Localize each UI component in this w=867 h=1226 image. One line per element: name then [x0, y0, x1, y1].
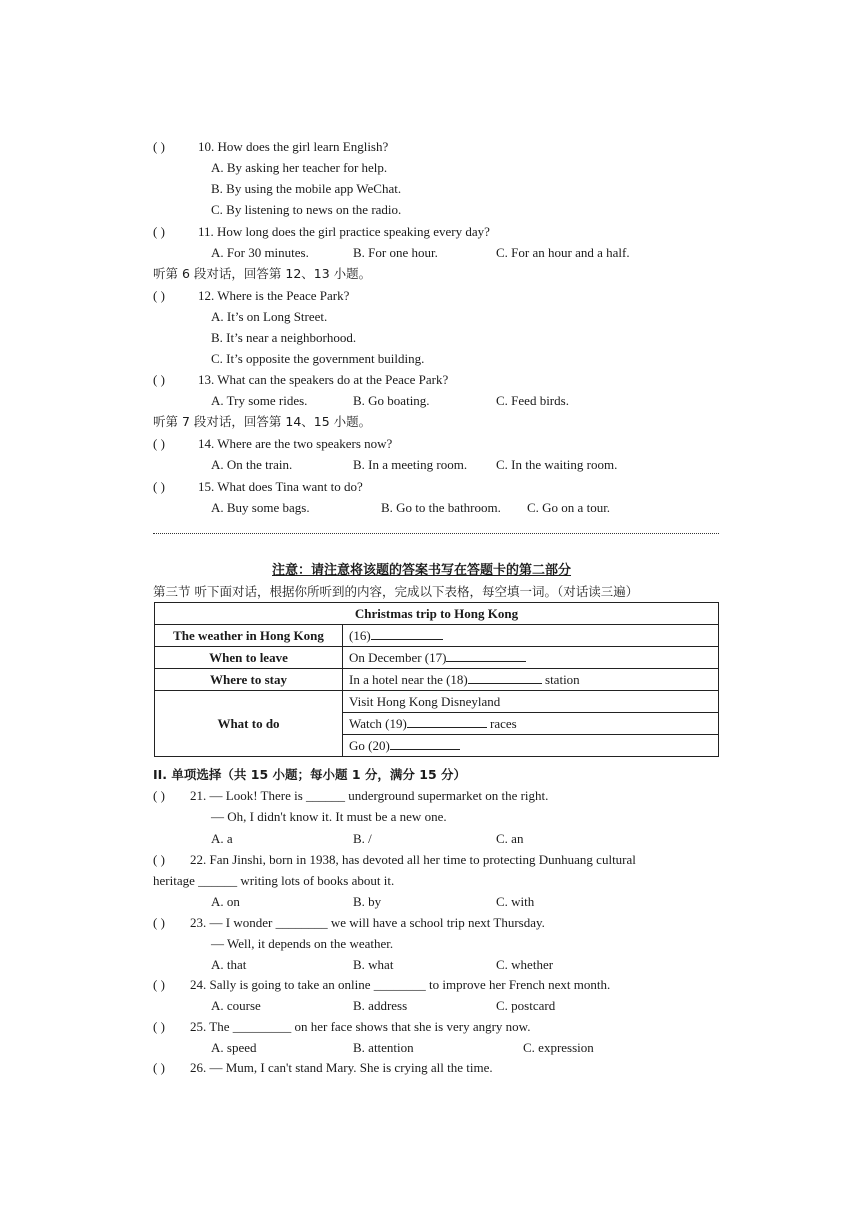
- answer-paren[interactable]: ( ): [153, 139, 165, 154]
- todo-item-watch[interactable]: [343, 713, 719, 735]
- question-22-stem: 22. Fan Jinshi, born in 1938, has devoted all her time to protecting Dunhuang cultural: [190, 852, 636, 867]
- question-13-stem: 13. What can the speakers do at the Peace Park?: [198, 372, 449, 387]
- station-label: station: [545, 672, 580, 687]
- blank-20[interactable]: [390, 737, 460, 750]
- option-a: A. By asking her teacher for help.: [211, 160, 388, 175]
- row-value-stay[interactable]: [343, 669, 719, 691]
- answer-paren[interactable]: ( ): [153, 915, 165, 930]
- answer-card-note: 注意：请注意将该题的答案书写在答题卡的第二部分: [272, 563, 572, 578]
- races-label: races: [490, 716, 517, 731]
- option-b: B. attention: [353, 1040, 414, 1055]
- answer-paren[interactable]: ( ): [153, 1060, 165, 1075]
- option-b: B. For one hour.: [353, 245, 438, 260]
- question-26-stem: 26. — Mum, I can't stand Mary. She is crying all the time.: [190, 1060, 493, 1075]
- option-a: A. that: [211, 957, 247, 972]
- blank-18-label: In a hotel near the (18): [349, 672, 468, 687]
- option-b: B. In a meeting room.: [353, 457, 468, 472]
- question-23-stem: 23. — I wonder ________ we will have a school trip next Thursday.: [190, 915, 545, 930]
- answer-paren[interactable]: ( ): [153, 1019, 165, 1034]
- answer-paren[interactable]: ( ): [153, 224, 165, 239]
- option-b: B. It’s near a neighborhood.: [211, 330, 357, 345]
- option-c: C. Feed birds.: [496, 393, 569, 408]
- option-a: A. Try some rides.: [211, 393, 308, 408]
- todo-item-disneyland: Visit Hong Kong Disneyland: [343, 691, 719, 713]
- option-c: C. It’s opposite the government building.: [211, 351, 425, 366]
- section-7-instruction: 听第 7 段对话，回答第 14、15 小题。: [153, 414, 372, 429]
- row-label-leave: When to leave: [155, 647, 343, 669]
- question-22-line2: heritage ______ writing lots of books about it.: [153, 873, 395, 888]
- option-a: A. It’s on Long Street.: [211, 309, 328, 324]
- row-label-stay: Where to stay: [155, 669, 343, 691]
- row-value-weather[interactable]: [343, 625, 719, 647]
- answer-paren[interactable]: ( ): [153, 977, 165, 992]
- answer-paren[interactable]: ( ): [153, 479, 165, 494]
- part-2-heading: II. 单项选择（共 15 小题；每小题 1 分，满分 15 分）: [153, 767, 467, 782]
- answer-paren[interactable]: ( ): [153, 436, 165, 451]
- section-6-instruction: 听第 6 段对话，回答第 12、13 小题。: [153, 266, 372, 281]
- option-c: C. an: [496, 831, 524, 846]
- blank-19[interactable]: [407, 715, 487, 728]
- blank-19-label: Watch (19): [349, 716, 407, 731]
- option-b: B. by: [353, 894, 382, 909]
- row-label-todo: What to do: [155, 691, 343, 757]
- question-21-stem: 21. — Look! There is ______ underground supermarket on the right.: [190, 788, 549, 803]
- dotted-divider: [153, 533, 719, 534]
- option-c: C. For an hour and a half.: [496, 245, 630, 260]
- option-a: A. speed: [211, 1040, 257, 1055]
- option-b: B. By using the mobile app WeChat.: [211, 181, 402, 196]
- question-14-stem: 14. Where are the two speakers now?: [198, 436, 393, 451]
- option-a: A. on: [211, 894, 240, 909]
- option-c: C. whether: [496, 957, 554, 972]
- question-23-line2: — Well, it depends on the weather.: [211, 936, 394, 951]
- question-24-stem: 24. Sally is going to take an online ________ to improve her French next month.: [190, 977, 611, 992]
- option-b: B. Go to the bathroom.: [381, 500, 501, 515]
- fill-in-table: [154, 602, 719, 757]
- option-a: A. On the train.: [211, 457, 293, 472]
- question-11-stem: 11. How long does the girl practice speaking every day?: [198, 224, 490, 239]
- answer-paren[interactable]: ( ): [153, 372, 165, 387]
- option-b: B. Go boating.: [353, 393, 430, 408]
- option-a: A. course: [211, 998, 261, 1013]
- answer-paren[interactable]: ( ): [153, 852, 165, 867]
- blank-20-label: Go (20): [349, 738, 390, 753]
- blank-16[interactable]: [371, 627, 443, 640]
- row-value-leave[interactable]: [343, 647, 719, 669]
- question-25-stem: 25. The _________ on her face shows that she is very angry now.: [190, 1019, 531, 1034]
- question-10-stem: 10. How does the girl learn English?: [198, 139, 389, 154]
- question-12-stem: 12. Where is the Peace Park?: [198, 288, 350, 303]
- row-label-weather: The weather in Hong Kong: [155, 625, 343, 647]
- table-title: Christmas trip to Hong Kong: [155, 603, 719, 625]
- option-a: A. Buy some bags.: [211, 500, 310, 515]
- option-b: B. what: [353, 957, 394, 972]
- question-15-stem: 15. What does Tina want to do?: [198, 479, 363, 494]
- blank-18[interactable]: [468, 671, 542, 684]
- option-c: C. Go on a tour.: [527, 500, 611, 515]
- blank-16-label: (16): [349, 628, 371, 643]
- section-3-instruction: 第三节 听下面对话，根据你所听到的内容，完成以下表格，每空填一词。（对话读三遍）: [153, 584, 639, 599]
- blank-17-label: On December (17): [349, 650, 447, 665]
- option-b: B. address: [353, 998, 408, 1013]
- answer-paren[interactable]: ( ): [153, 788, 165, 803]
- answer-paren[interactable]: ( ): [153, 288, 165, 303]
- option-c: C. with: [496, 894, 535, 909]
- blank-17[interactable]: [446, 649, 526, 662]
- todo-item-go[interactable]: [343, 735, 719, 757]
- option-a: A. For 30 minutes.: [211, 245, 309, 260]
- option-c: C. In the waiting room.: [496, 457, 618, 472]
- option-b: B. /: [353, 831, 372, 846]
- option-c: C. postcard: [496, 998, 556, 1013]
- option-c: C. expression: [523, 1040, 594, 1055]
- question-21-line2: — Oh, I didn't know it. It must be a new one.: [211, 809, 447, 824]
- option-c: C. By listening to news on the radio.: [211, 202, 402, 217]
- option-a: A. a: [211, 831, 233, 846]
